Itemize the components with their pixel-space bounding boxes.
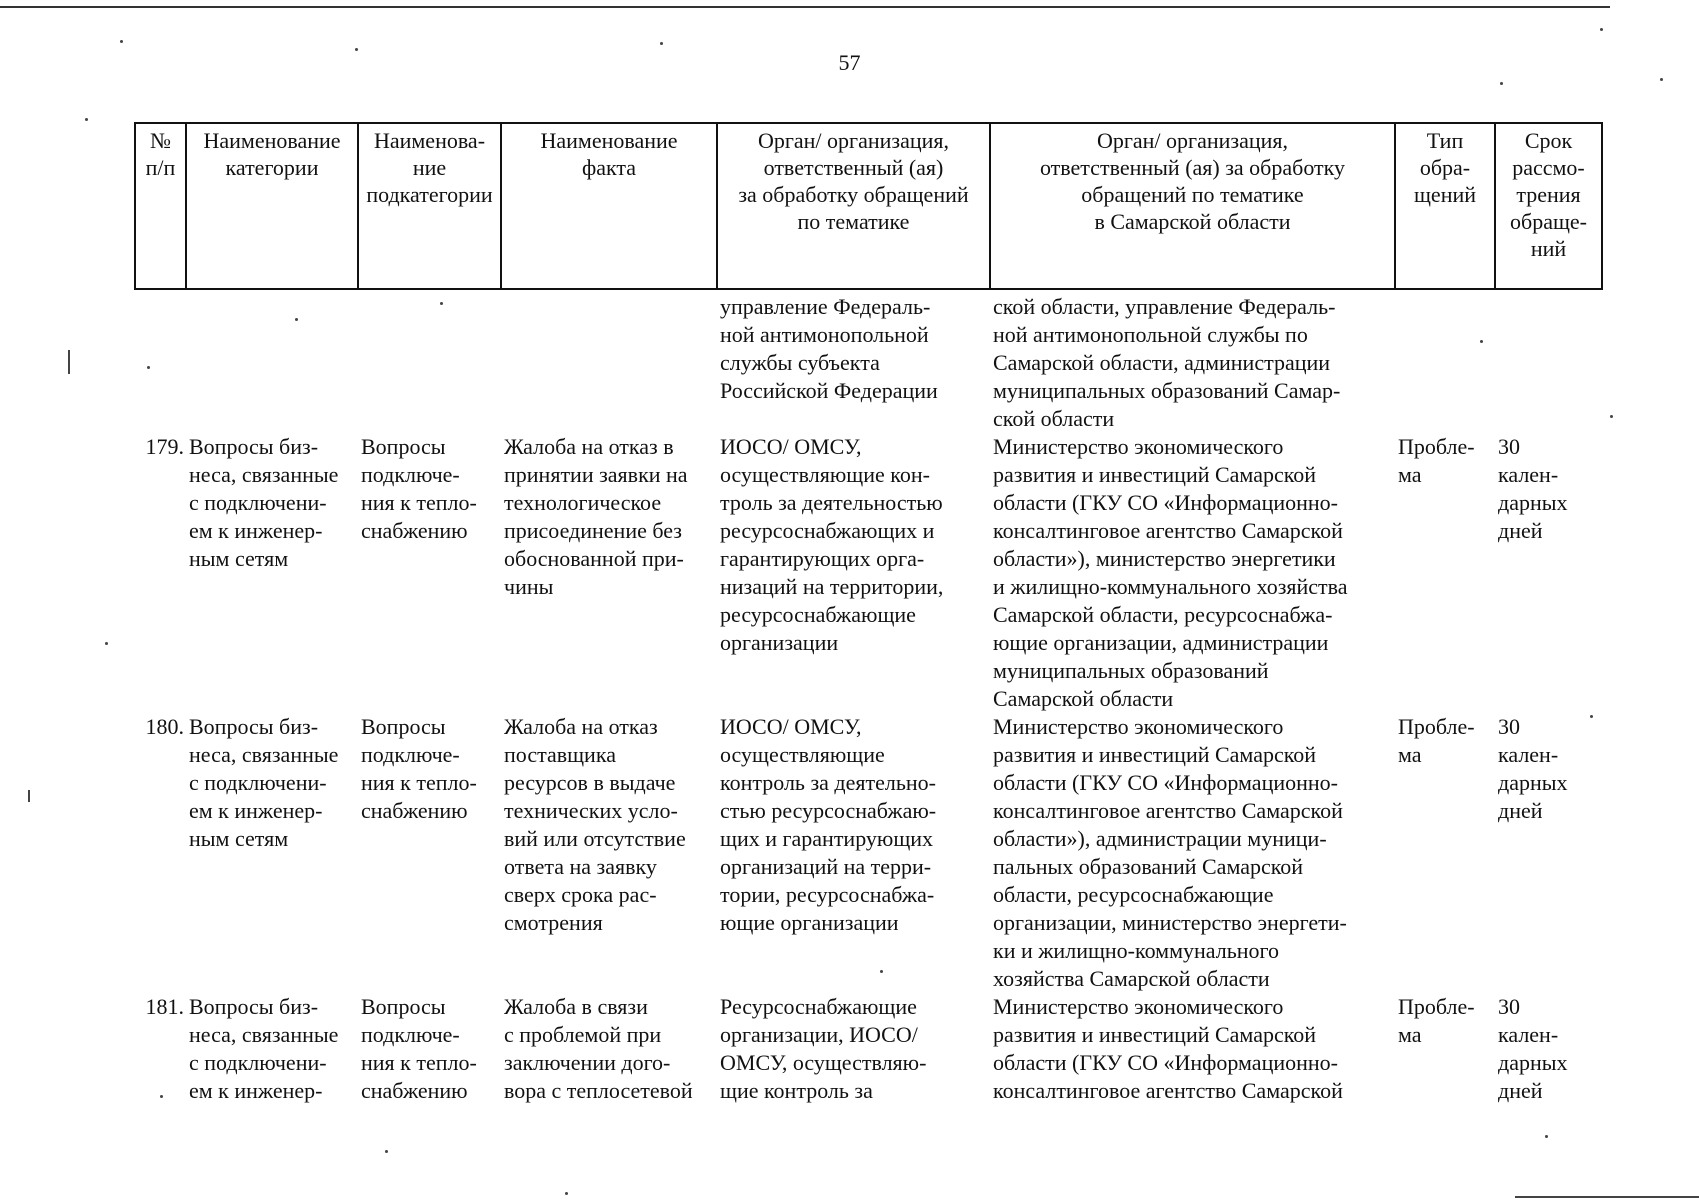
scan-speck [440, 302, 443, 305]
table-row [135, 713, 1602, 993]
scan-speck [1590, 715, 1593, 718]
scan-speck [1500, 82, 1503, 85]
cell-organ: ИОСО/ ОМСУ, осуществляющие контроль за деятельно- стью ресурсоснабжаю- щих и гарантирующих организаций на терри- тории, ресурсоснабжа- ющие организации [720, 714, 937, 935]
scan-speck [1660, 78, 1663, 81]
scan-speck [120, 40, 123, 43]
scan-border-bottom [1515, 1196, 1699, 1198]
cell-number: 179. [145, 434, 184, 459]
cell-type: Пробле- ма [1398, 994, 1475, 1047]
cell-term: 30 кален- дарных дней [1498, 434, 1568, 543]
cell-term: 30 кален- дарных дней [1498, 994, 1568, 1103]
cell-category: Вопросы биз- неса, связанные с подключени- ем к инженер- [189, 994, 339, 1103]
scan-mark [28, 790, 30, 802]
scan-speck [1545, 1135, 1548, 1138]
table-row-continuation [135, 289, 1602, 433]
table-row [135, 433, 1602, 713]
scan-speck [385, 1150, 388, 1153]
header-type: Тип обра- щений [1395, 123, 1495, 289]
cell-organ-samara: Министерство экономического развития и инвестиций Самарской области (ГКУ СО «Информационно- консалтинговое агентство Самарской [993, 994, 1343, 1103]
scan-speck [660, 42, 663, 45]
scan-mark [68, 350, 70, 374]
header-term: Срок рассмо- трения обраще- ний [1495, 123, 1602, 289]
header-fact: Наименование факта [501, 123, 717, 289]
cell-term: 30 кален- дарных дней [1498, 714, 1568, 823]
cell-category: Вопросы биз- неса, связанные с подключени- ем к инженер- ным сетям [189, 714, 339, 851]
cell-fact: Жалоба в связи с проблемой при заключении дого- вора с теплосетевой [504, 994, 693, 1103]
scan-speck [880, 970, 883, 973]
table-row [135, 993, 1602, 1105]
cell-subcategory: Вопросы подключе- ния к тепло- снабжению [361, 994, 477, 1103]
header-number: № п/п [135, 123, 186, 289]
scan-speck [147, 366, 150, 369]
cell-type: Пробле- ма [1398, 434, 1475, 487]
scan-border-top [0, 6, 1610, 8]
cell-fact: Жалоба на отказ поставщика ресурсов в выдаче технических усло- вий или отсутствие ответа на заявку сверх срока рас- смотрения [504, 714, 686, 935]
cell-number: 180. [145, 714, 184, 739]
cell-subcategory: Вопросы подключе- ния к тепло- снабжению [361, 434, 477, 543]
table-header-row [135, 123, 1602, 289]
scan-speck [1600, 28, 1603, 31]
cell-number: 181. [145, 994, 184, 1019]
scan-speck [160, 1095, 163, 1098]
cell-type: Пробле- ма [1398, 714, 1475, 767]
scan-speck [355, 48, 358, 51]
header-organ-samara: Орган/ организация, ответственный (ая) за обработку обращений по тематике в Самарской области [990, 123, 1395, 289]
cell-fact: Жалоба на отказ в принятии заявки на технологическое присоединение без обоснованной при- чины [504, 434, 688, 599]
complaint-table [134, 122, 1603, 1105]
scan-speck [1610, 415, 1613, 418]
page-number: 57 [838, 50, 861, 75]
header-category: Наименование категории [186, 123, 358, 289]
cell-category: Вопросы биз- неса, связанные с подключени- ем к инженер- ным сетям [189, 434, 339, 571]
cell-organ-samara: ской области, управление Федераль- ной антимонопольной службы по Самарской области, администрации муниципальных образований Самар- ской области [993, 294, 1341, 431]
cell-organ: управление Федераль- ной антимонопольной службы субъекта Российской Федерации [720, 294, 938, 403]
header-subcategory: Наименова- ние подкатегории [358, 123, 501, 289]
scan-speck [565, 1192, 568, 1195]
scan-speck [105, 642, 108, 645]
scan-speck [85, 118, 88, 121]
cell-organ: ИОСО/ ОМСУ, осуществляющие кон- троль за деятельностью ресурсоснабжающих и гарантирующих орга- низаций на территории, ресурсоснабжающие организации [720, 434, 944, 655]
header-organ: Орган/ организация, ответственный (ая) за обработку обращений по тематике [717, 123, 990, 289]
cell-organ-samara: Министерство экономического развития и инвестиций Самарской области (ГКУ СО «Информационно- консалтинговое агентство Самарской области»), администрации муници- пальных образований Самарской области, ресурсоснабжающие организации, министерство энергети- ки и жилищно-коммунального хозяйства Самарской области [993, 714, 1347, 991]
cell-organ: Ресурсоснабжающие организации, ИОСО/ ОМСУ, осуществляю- щие контроль за [720, 994, 927, 1103]
scan-speck [295, 318, 298, 321]
cell-organ-samara: Министерство экономического развития и инвестиций Самарской области (ГКУ СО «Информационно- консалтинговое агентство Самарской области»), министерство энергетики и жилищно-коммунального хозяйства Самарской области, ресурсоснабжа- ющие организации, администрации муниципальных образований Самарской области [993, 434, 1348, 711]
cell-subcategory: Вопросы подключе- ния к тепло- снабжению [361, 714, 477, 823]
scan-speck [1480, 340, 1483, 343]
